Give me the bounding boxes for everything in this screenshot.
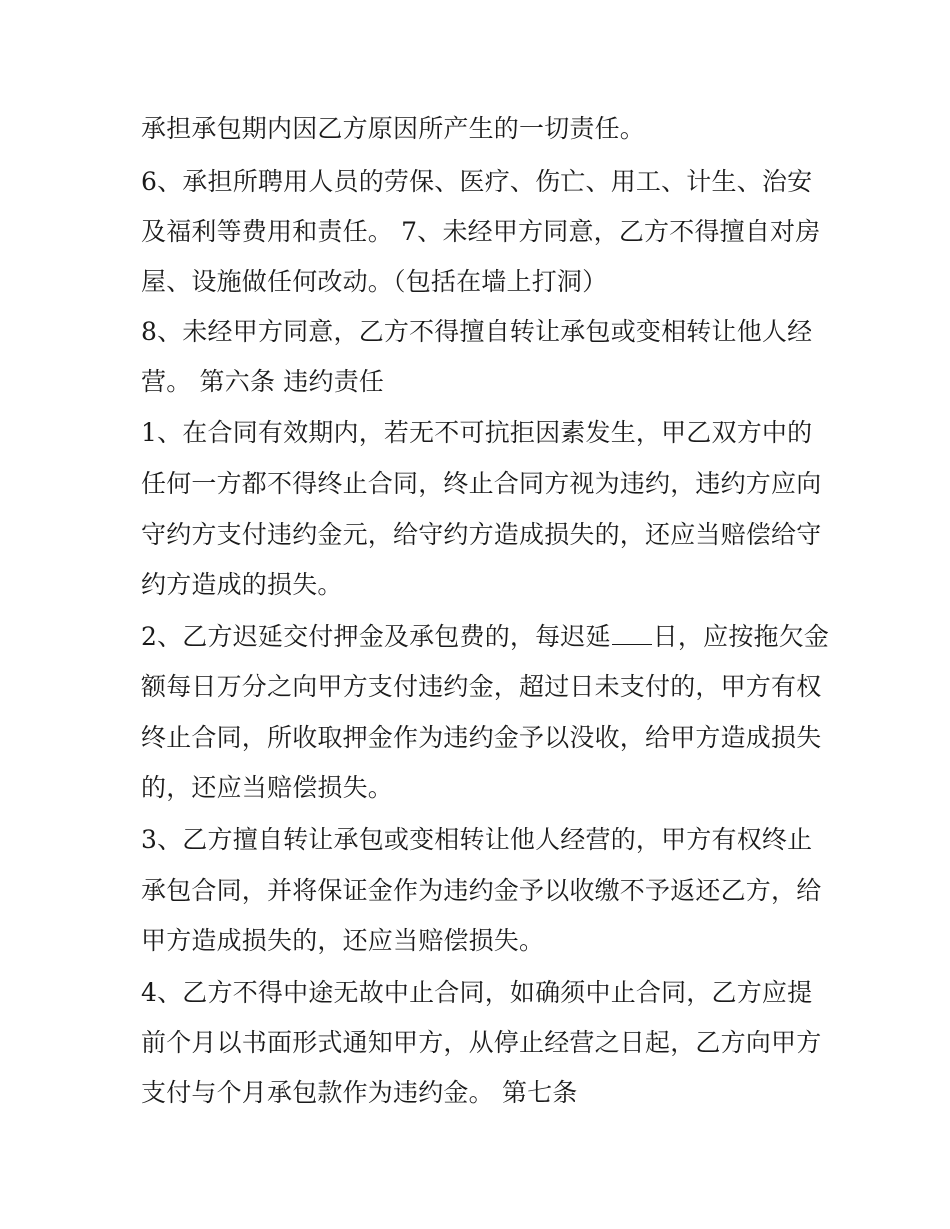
text-line: 承包合同，并将保证金作为违约金予以收缴不予返还乙方，给 bbox=[141, 876, 822, 905]
text-line: 支付与个月承包款作为违约金。 第七条 bbox=[141, 1078, 578, 1107]
text-line: 守约方支付违约金元，给守约方造成损失的，还应当赔偿给守 bbox=[141, 520, 822, 549]
text-before-blank: 2、乙方迟延交付押金及承包费的，每迟延 bbox=[141, 622, 611, 651]
text-line: 3、乙方擅自转让承包或变相转让他人经营的，甲方有权终止 bbox=[141, 825, 813, 854]
text-line-with-blank bbox=[141, 622, 829, 652]
text-line: 屋、设施做任何改动。（包括在墙上打洞） bbox=[141, 267, 608, 296]
text-after-blank: 日，应按拖欠金 bbox=[652, 622, 830, 651]
text-line: 终止合同，所收取押金作为违约金予以没收，给甲方造成损失 bbox=[141, 723, 822, 752]
text-line: 的，还应当赔偿损失。 bbox=[141, 773, 394, 802]
text-line: 任何一方都不得终止合同，终止合同方视为违约，违约方应向 bbox=[141, 469, 822, 498]
text-line: 4、乙方不得中途无故中止合同，如确须中止合同，乙方应提 bbox=[141, 978, 813, 1007]
text-line: 甲方造成损失的，还应当赔偿损失。 bbox=[141, 926, 545, 955]
fill-in-blank bbox=[612, 622, 652, 645]
text-line: 8、未经甲方同意，乙方不得擅自转让承包或变相转让他人经 bbox=[141, 317, 813, 346]
text-line: 约方造成的损失。 bbox=[141, 570, 343, 599]
text-line: 承担承包期内因乙方原因所产生的一切责任。 bbox=[141, 114, 646, 143]
text-line: 前个月以书面形式通知甲方，从停止经营之日起，乙方向甲方 bbox=[141, 1028, 822, 1057]
text-line: 营。 第六条 违约责任 bbox=[141, 367, 385, 396]
text-line: 额每日万分之向甲方支付违约金，超过日未支付的，甲方有权 bbox=[141, 672, 822, 701]
text-line: 1、在合同有效期内，若无不可抗拒因素发生，甲乙双方中的 bbox=[141, 418, 813, 447]
text-line: 及福利等费用和责任。 7、未经甲方同意，乙方不得擅自对房 bbox=[141, 217, 821, 246]
text-line: 6、承担所聘用人员的劳保、医疗、伤亡、用工、计生、治安 bbox=[141, 167, 813, 196]
